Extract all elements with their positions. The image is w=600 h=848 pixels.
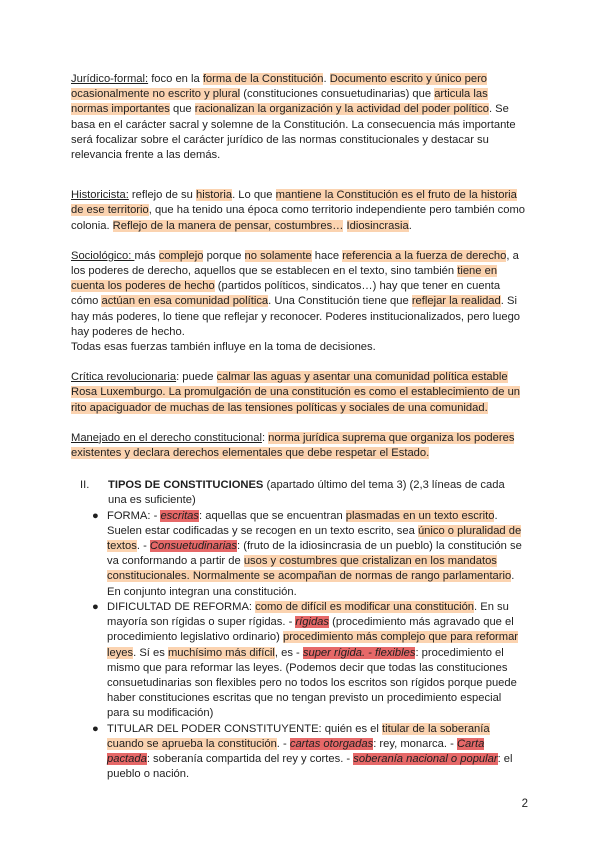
highlight-red: soberanía nacional o popular (353, 752, 498, 765)
highlight: referencia a la fuerza de derecho (342, 249, 507, 262)
text: : puede (176, 371, 217, 384)
text: . Se basa en el carácter sacral y solemne de la Constitución. La consecuencia más importante será focalizar sobre el carácter jurídico de las normas constitucionales y destacar su relevancia frente a las demás. (71, 103, 516, 162)
highlight: no solamente (244, 249, 312, 262)
text: . (408, 219, 412, 232)
paragraph-manejado (71, 431, 526, 461)
bullet-icon: ● (92, 509, 99, 522)
text: . En conjunto integran una constitución. (107, 570, 515, 598)
page-number: 2 (521, 798, 528, 810)
text: , es - (274, 646, 303, 659)
text: que (169, 103, 195, 116)
text: . Lo que (232, 189, 276, 202)
text: : aquellas que se encuentran (199, 509, 346, 522)
paragraph-juridico-formal (71, 72, 526, 163)
text: : (261, 431, 269, 444)
highlight: mantiene la Constitución es el fruto de la historia de ese territorio (71, 189, 517, 217)
text: reflejo de su (128, 189, 196, 202)
highlight-red: cartas otorgadas (289, 737, 374, 750)
highlight: plasmadas en un texto escrito (345, 509, 495, 522)
term-label: Historicista: (71, 189, 129, 202)
highlight: tiene en cuenta los poderes de hecho (71, 265, 498, 293)
term-label: Sociológico: (71, 249, 135, 262)
text: TITULAR DEL PODER CONSTITUYENTE: quién es el (107, 722, 382, 735)
text: (apartado último del tema 3) (2,3 líneas de cada una es suficiente) (108, 479, 505, 507)
paragraph-historicista (71, 188, 526, 234)
document-body (71, 72, 526, 782)
bullet-icon: ● (92, 600, 99, 613)
text: : procedimiento el mismo que para reformar las leyes. (Podemos decir que todas las constituciones consuetudinarias son flexibles pero no todos los escritos son rígidos porque puede haber constituciones escritas que no tengan previsto un procedimiento especial para su modificación) (107, 646, 517, 720)
text: más (134, 249, 159, 262)
list-item-titular-poder (92, 722, 526, 783)
list-item-dificultad-reforma (92, 600, 526, 722)
text: : soberanía compartida del rey y cortes. - (146, 752, 354, 765)
highlight: actúan en esa comunidad política (101, 295, 269, 308)
text: porque (203, 249, 245, 262)
text: . - (276, 737, 290, 750)
highlight: Reflejo de la manera de pensar, costumbres… (112, 219, 344, 232)
text: . (323, 73, 330, 85)
highlight: procedimiento más complejo que para reformar leyes (107, 631, 519, 659)
highlight: Documento escrito y único pero ocasionalmente no escrito y plural (71, 73, 488, 101)
highlight: como de difícil es modificar una constitución (255, 600, 475, 613)
text: : el pueblo o nación. (107, 752, 513, 781)
term-label: Jurídico-formal: (71, 73, 149, 85)
text: Todas esas fuerzas también influye en la toma de decisiones. (71, 341, 376, 354)
highlight: norma jurídica suprema que organiza los poderes existentes y declara derechos elementales que debe respetar el Estado. (71, 431, 515, 460)
text: DIFICULTAD DE REFORMA: (107, 600, 256, 613)
highlight-red: Carta pactada (107, 737, 485, 765)
text: , que ha tenido una época como territorio independiente pero también como colonia. (71, 204, 526, 232)
text: hace (311, 249, 343, 262)
highlight: articula las normas importantes (71, 88, 488, 116)
text: . Suelen estar codificadas y se recogen en un texto escrito, sea (107, 509, 498, 537)
text: . Una Constitución tiene que (268, 295, 412, 308)
highlight: historia (195, 189, 233, 202)
highlight-red: Consuetudinarias (149, 540, 237, 553)
bullet-icon: ● (92, 722, 99, 735)
section-title: TIPOS DE CONSTITUCIONES (108, 479, 264, 492)
paragraph-sociologico (71, 249, 526, 355)
paragraph-critica-revolucionaria (71, 370, 526, 416)
text: : rey, monarca. - (373, 737, 457, 750)
text: . En su mayoría son rígidas o super rígidas. - (107, 600, 509, 629)
text: FORMA: - (107, 509, 161, 522)
text: . - (136, 540, 150, 553)
highlight: Idiosincrasia (346, 219, 409, 232)
text: : (fruto de la idiosincrasia de un pueblo) la constitución se va conformando a partir de (107, 540, 522, 568)
highlight: complejo (158, 249, 204, 262)
text: (procedimiento más agravado que el procedimiento legislativo ordinario) (107, 616, 514, 644)
highlight-red: super rígida. - flexibles (302, 646, 416, 659)
text: foco en la (148, 73, 203, 85)
term-label: Crítica revolucionaria (71, 371, 177, 384)
text: , a los poderes de derecho, aquellos que se establecen en el texto, sino también (71, 249, 519, 278)
section-tipos-de-constituciones (80, 478, 526, 508)
highlight: muchísimo más difícil (167, 646, 275, 659)
highlight: reflejar la realidad (411, 295, 501, 308)
highlight: forma de la Constitución (202, 73, 324, 85)
text: (constituciones consuetudinarias) que (240, 88, 435, 101)
highlight: racionalizan la organización y la actividad del poder político (194, 103, 489, 116)
highlight: usos y costumbres que cristalizan en los mandatos constitucionales. Normalmente se acompañan de normas de rango parlamentario (107, 555, 512, 583)
list-item-forma (92, 509, 526, 600)
highlight: titular de la soberanía cuando se aprueba la constitución (107, 722, 490, 750)
roman-numeral: II. (80, 479, 90, 492)
text: . Si hay más poderes, lo tiene que reflejar y reconocer. Poderes institucionalizados, pero luego hay poderes de hecho. (71, 295, 521, 338)
highlight-red: rígidas (295, 616, 330, 629)
highlight-red: escritas (160, 509, 199, 522)
bullet-list (71, 509, 526, 783)
highlight: calmar las aguas y asentar una comunidad política estable Rosa Luxemburgo. La promulgación de una constitución es como el establecimiento de un rito apaciguador de muchas de las tensiones políticas y sociales de una comunidad. (71, 371, 521, 414)
term-label: Manejado en el derecho constitucional (71, 431, 262, 444)
text: . Sí es (133, 646, 168, 659)
highlight: único o pluralidad de textos (107, 524, 522, 553)
text: (partidos políticos, sindicatos…) hay que tener en cuenta cómo (71, 280, 501, 308)
